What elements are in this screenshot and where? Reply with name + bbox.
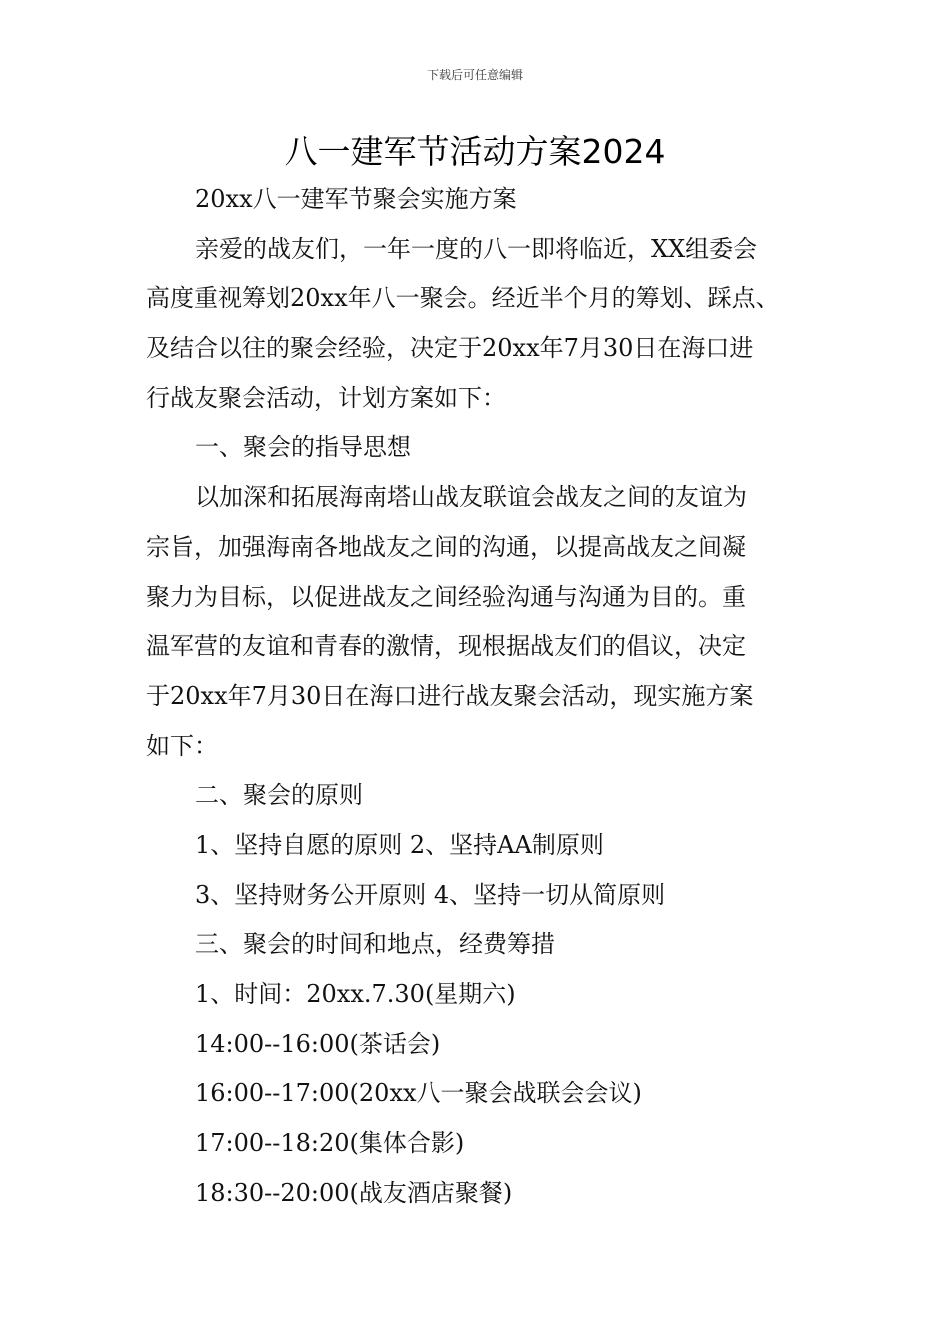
- section1-line: 以加深和拓展海南塔山战友联谊会战友之间的友谊为: [195, 483, 747, 512]
- intro-line: 亲爱的战友们，一年一度的八一即将临近，XX组委会: [195, 234, 758, 263]
- principles-line: 3、坚持财务公开原则 4、坚持一切从简原则: [195, 880, 666, 909]
- section1-line: 宗旨，加强海南各地战友之间的沟通，以提高战友之间凝: [146, 532, 746, 561]
- subtitle: 20xx八一建军节聚会实施方案: [195, 185, 517, 213]
- section-heading: 一、聚会的指导思想: [195, 433, 411, 462]
- section1-line: 如下：: [146, 731, 218, 760]
- schedule-item: 16:00--17:00(20xx八一聚会战联会会议): [195, 1079, 642, 1108]
- section1-line: 于20xx年7月30日在海口进行战友聚会活动，现实施方案: [146, 681, 754, 710]
- section-heading: 二、聚会的原则: [195, 781, 363, 810]
- document-body: [146, 175, 818, 1218]
- intro-line: 及结合以往的聚会经验，决定于20xx年7月30日在海口进: [146, 334, 754, 363]
- time-line: 1、时间：20xx.7.30(星期六): [195, 980, 516, 1008]
- section1-line: 温军营的友谊和青春的激情，现根据战友们的倡议，决定: [146, 632, 746, 661]
- section1-line: 聚力为目标，以促进战友之间经验沟通与沟通为目的。重: [146, 582, 746, 611]
- schedule-item: 14:00--16:00(茶话会): [195, 1029, 441, 1058]
- intro-line: 行战友聚会活动，计划方案如下：: [146, 383, 506, 412]
- schedule-item: 18:30--20:00(战友酒店聚餐): [195, 1178, 513, 1207]
- header-note: 下载后可任意编辑: [426, 68, 523, 82]
- document-title: 八一建军节活动方案2024: [284, 132, 666, 171]
- schedule-item: 17:00--18:20(集体合影): [195, 1129, 465, 1158]
- section-heading: 三、聚会的时间和地点，经费筹措: [195, 930, 555, 959]
- principles-line: 1、坚持自愿的原则 2、坚持AA制原则: [195, 830, 604, 859]
- intro-line: 高度重视筹划20xx年八一聚会。经近半个月的筹划、踩点、: [146, 284, 780, 313]
